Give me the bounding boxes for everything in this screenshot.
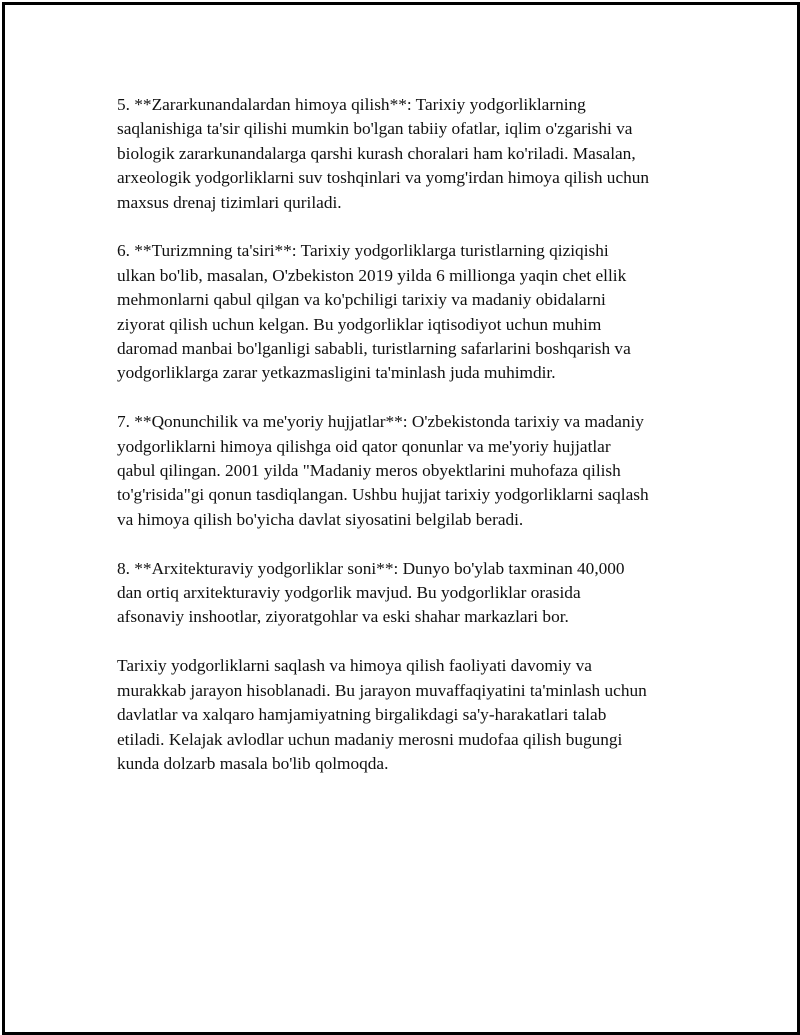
paragraph-item-8-monument-count: 8. **Arxitekturaviy yodgorliklar soni**: Dunyo bo'ylab taxminan 40,000 dan ortiq arxitekturaviy yodgorlik mavjud. Bu yodgorliklar orasida afsonaviy inshootlar, ziyoratgohlar va eski shahar markazlari bor. [117, 558, 625, 627]
paragraph-conclusion: Tarixiy yodgorliklarni saqlash va himoya qilish faoliyati davomiy va murakkab jarayon hisoblanadi. Bu jarayon muvaffaqiyatini ta'minlash uchun davlatlar va xalqaro hamjamiyatning birgalikdagi sa'y-harakatlari talab etiladi. Kelajak avlodlar uchun madaniy merosni mudofaa qilish bugungi kunda dolzarb masala bo'lib qolmoqda. [117, 656, 647, 773]
paragraph-item-7-legislation: 7. **Qonunchilik va me'yoriy hujjatlar**: O'zbekistonda tarixiy va madaniy yodgorliklarni himoya qilishga oid qator qonunlar va me'yoriy hujjatlar qabul qilingan. 2001 yilda "Madaniy meros obyektlarini muhofaza qilish to'g'risida"gi qonun tasdiqlangan. Ushbu hujjat tarixiy yodgorliklarni saqlash va himoya qilish bo'yicha davlat siyosatini belgilab beradi. [117, 412, 649, 529]
paragraph-item-6-tourism-impact: 6. **Turizmning ta'siri**: Tarixiy yodgorliklarga turistlarning qiziqishi ulkan bo'lib, masalan, O'zbekiston 2019 yilda 6 millionga yaqin chet ellik mehmonlarni qabul qilgan va ko'pchiligi tarixiy va madaniy obidalarni ziyorat qilish uchun kelgan. Bu yodgorliklar iqtisodiyot uchun muhim daromad manbai bo'lganligi sababli, turistlarning safarlarini boshqarish va yodgorliklarga zarar yetkazmasligini ta'minlash juda muhimdir. [117, 241, 631, 383]
paragraph-item-5-pest-protection: 5. **Zararkunandalardan himoya qilish**: Tarixiy yodgorliklarning saqlanishiga ta'sir qilishi mumkin bo'lgan tabiiy ofatlar, iqlim o'zgarishi va biologik zararkunandalarga qarshi kurash choralari ham ko'riladi. Masalan, arxeologik yodgorliklarni suv toshqinlari va yomg'irdan himoya qilish uchun maxsus drenaj tizimlari quriladi. [117, 95, 650, 212]
document-body [117, 93, 697, 776]
